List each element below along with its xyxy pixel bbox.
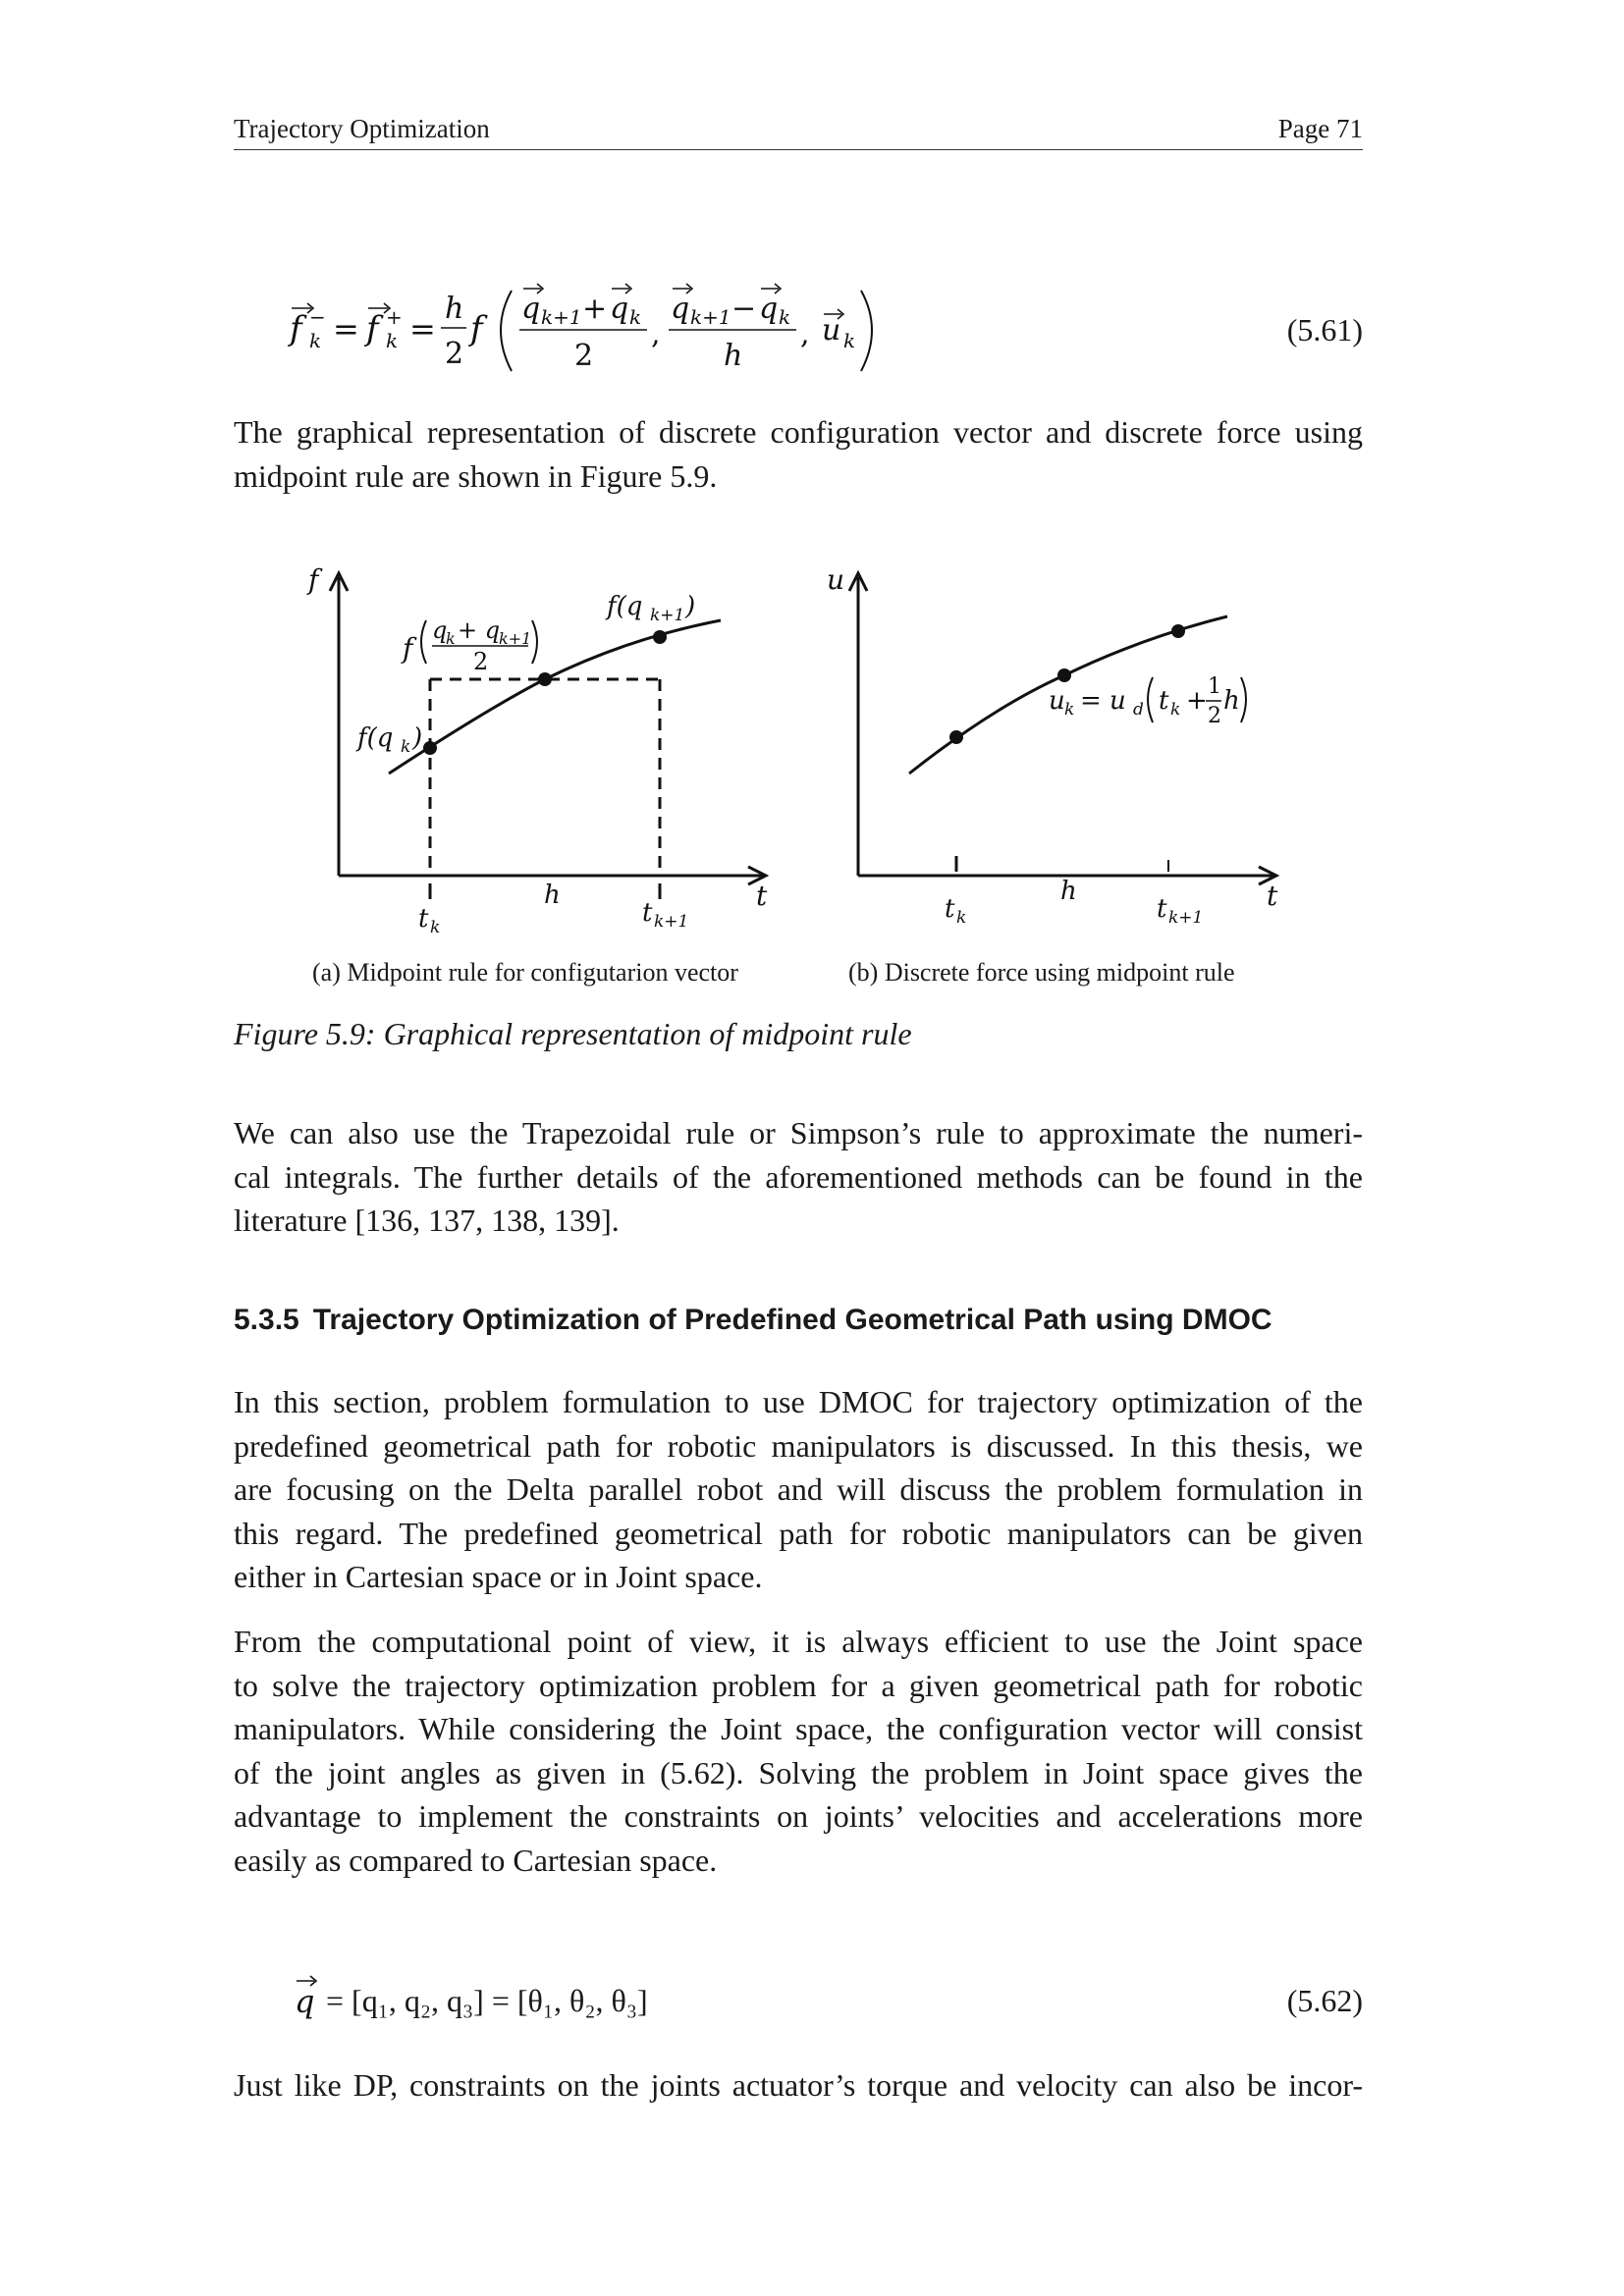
paragraph-line: advantage to implement the constraints on joints’ velocities and accelerations more <box>234 1798 1363 1834</box>
paragraph-line: to solve the trajectory optimization problem for a given geometrical path for robotic <box>234 1667 1363 1703</box>
eq-f-1: f <box>290 309 302 348</box>
equation-5-61 <box>234 283 1363 381</box>
eq-equals-1: = <box>333 310 359 347</box>
eq-f: f <box>470 309 483 348</box>
paragraph-line: are focusing on the Delta parallel robot and will discuss the problem formulation in <box>234 1471 1363 1507</box>
svg-text:k+1: k+1 <box>650 606 685 625</box>
panel-b-point-3 <box>1171 624 1185 638</box>
panel-b-curve <box>909 616 1227 774</box>
panel-a-point-fqk1 <box>653 630 667 644</box>
svg-text:2: 2 <box>1208 704 1221 728</box>
panel-b-label-uk: u <box>1049 686 1065 716</box>
section-heading <box>234 1304 1272 1337</box>
panel-a-y-label: f <box>308 563 319 596</box>
svg-text:q: q <box>295 1983 315 2020</box>
panel-a-label-fqk1: f(q <box>607 592 643 621</box>
eq-5-62-expression: = [q₁, q₂, q₃] = [θ₁, θ₂, θ₃] <box>326 1983 648 2018</box>
panel-a-tick-tk: t <box>418 904 429 934</box>
svg-text:k+1: k+1 <box>499 629 532 648</box>
figure-caption: Figure 5.9: Graphical representation of midpoint rule <box>234 1016 912 1051</box>
panel-a-x-label: t <box>756 880 768 912</box>
svg-text:k: k <box>629 305 642 329</box>
svg-text:,: , <box>800 317 810 351</box>
eq-two: 2 <box>445 337 464 371</box>
eq-f-1-sub: k <box>309 329 322 352</box>
paragraph-line: manipulators. While considering the Joint space, the configuration vector will consist <box>234 1711 1363 1746</box>
paragraph-line: cal integrals. The further details of the aforementioned methods can be found in the <box>234 1158 1363 1195</box>
panel-a-tick-tk1: t <box>642 898 653 928</box>
eq-q-3: q <box>671 292 690 326</box>
eq-u: u <box>822 313 841 347</box>
panel-b-point-2 <box>1057 668 1071 682</box>
svg-text:q: q <box>432 616 448 644</box>
eq-h: h <box>445 292 464 326</box>
eq-f-2: f <box>366 309 379 348</box>
svg-text:k: k <box>956 908 967 928</box>
paragraph-line: From the computational point of view, it is always efficient to use the Joint space <box>234 1624 1363 1659</box>
svg-text:k: k <box>1064 700 1075 720</box>
panel-a-mid-f: f <box>403 632 413 665</box>
eq-q-4: q <box>759 292 779 326</box>
panel-a-label-fqk: f(q <box>357 723 394 753</box>
svg-text:k+1: k+1 <box>1168 908 1204 928</box>
paragraph-line: In this section, problem formulation to use DMOC for trajectory optimization of the <box>234 1384 1363 1419</box>
panel-b-y-label: u <box>827 563 845 596</box>
subcaption-b: (b) Discrete force using midpoint rule <box>848 958 1235 987</box>
svg-text:+: + <box>386 305 403 329</box>
svg-text:k+1: k+1 <box>541 305 582 329</box>
svg-text:): ) <box>685 592 696 621</box>
paragraph-4 <box>234 1620 1363 1882</box>
panel-b-x-label: t <box>1267 880 1278 912</box>
svg-text:k: k <box>401 737 411 757</box>
svg-text:k+1: k+1 <box>654 912 689 932</box>
running-header <box>234 110 1363 150</box>
equation-number-5-61: (5.61) <box>1286 312 1363 347</box>
svg-text:−: − <box>309 305 326 329</box>
paragraph-5 <box>234 2063 1363 2108</box>
panel-b-tick-tk1: t <box>1157 894 1167 924</box>
figure-panel-a <box>295 560 805 952</box>
svg-text:k: k <box>446 629 456 648</box>
paragraph-line: Just like DP, constraints on the joints actuator’s torque and velocity can also be incor- <box>234 2067 1363 2103</box>
equation-5-62 <box>234 1973 1363 2032</box>
panel-a-point-midpoint <box>538 672 552 686</box>
svg-text:2: 2 <box>473 648 489 675</box>
paragraph-line: either in Cartesian space or in Joint space. <box>234 1559 763 1594</box>
figure-panel-b <box>817 560 1278 952</box>
svg-text:t: t <box>1159 686 1169 716</box>
panel-b-tick-tk: t <box>945 894 955 924</box>
paragraph-line: easily as compared to Cartesian space. <box>234 1842 718 1878</box>
svg-text:d: d <box>1133 700 1144 720</box>
svg-text:+: + <box>1186 686 1208 716</box>
eq-q-1: q <box>521 292 541 326</box>
panel-b-point-1 <box>949 730 963 744</box>
svg-text:+ q: + q <box>458 616 501 644</box>
svg-text:= u: = u <box>1080 686 1126 716</box>
svg-text:1: 1 <box>1208 674 1221 699</box>
eq-equals-2: = <box>409 310 436 347</box>
paragraph-line: predefined geometrical path for robotic manipulators is discussed. In this thesis, we <box>234 1427 1363 1464</box>
subcaption-a: (a) Midpoint rule for configutarion vector <box>312 958 738 987</box>
section-title: Trajectory Optimization of Predefined Geometrical Path using DMOC <box>312 1304 1272 1336</box>
svg-text:,: , <box>651 317 661 351</box>
header-title: Trajectory Optimization <box>234 114 490 143</box>
paragraph-line: The graphical representation of discrete configuration vector and discrete force using <box>234 414 1363 450</box>
eq-f-2-sub: k <box>386 329 399 352</box>
paragraph-line: of the joint angles as given in (5.62). Solving the problem in Joint space gives the <box>234 1754 1363 1790</box>
page-number: Page 71 <box>1277 114 1363 143</box>
eq-q-2: q <box>610 292 629 326</box>
eq-h-2: h <box>724 339 743 373</box>
svg-text:): ) <box>412 723 423 753</box>
paragraph-line: We can also use the Trapezoidal rule or Simpson’s rule to approximate the numeri- <box>234 1115 1363 1150</box>
svg-text:2: 2 <box>574 339 594 373</box>
paragraph-2 <box>234 1111 1363 1243</box>
svg-text:k: k <box>430 918 441 937</box>
panel-a-point-fqk <box>423 741 437 755</box>
eq-5-62-q-vector <box>293 1973 322 2028</box>
svg-text:+: + <box>582 292 608 326</box>
svg-text:k: k <box>1170 700 1181 720</box>
panel-b-h: h <box>1060 877 1077 906</box>
paragraph-line: this regard. The predefined geometrical path for robotic manipulators can be given <box>234 1515 1363 1551</box>
paragraph-1 <box>234 410 1363 498</box>
paragraph-line: midpoint rule are shown in Figure 5.9. <box>234 457 718 494</box>
svg-text:k: k <box>843 329 856 352</box>
paragraph-line: literature [136, 137, 138, 139]. <box>234 1202 620 1238</box>
svg-text:k: k <box>779 305 791 329</box>
svg-text:h: h <box>1223 686 1240 716</box>
panel-a-h: h <box>544 881 561 910</box>
svg-text:k+1: k+1 <box>690 305 731 329</box>
paragraph-3 <box>234 1380 1363 1599</box>
svg-text:−: − <box>731 292 757 326</box>
section-number: 5.3.5 <box>234 1304 299 1336</box>
equation-5-61-formula <box>288 283 975 381</box>
equation-number-5-62: (5.62) <box>1286 1983 1363 2018</box>
